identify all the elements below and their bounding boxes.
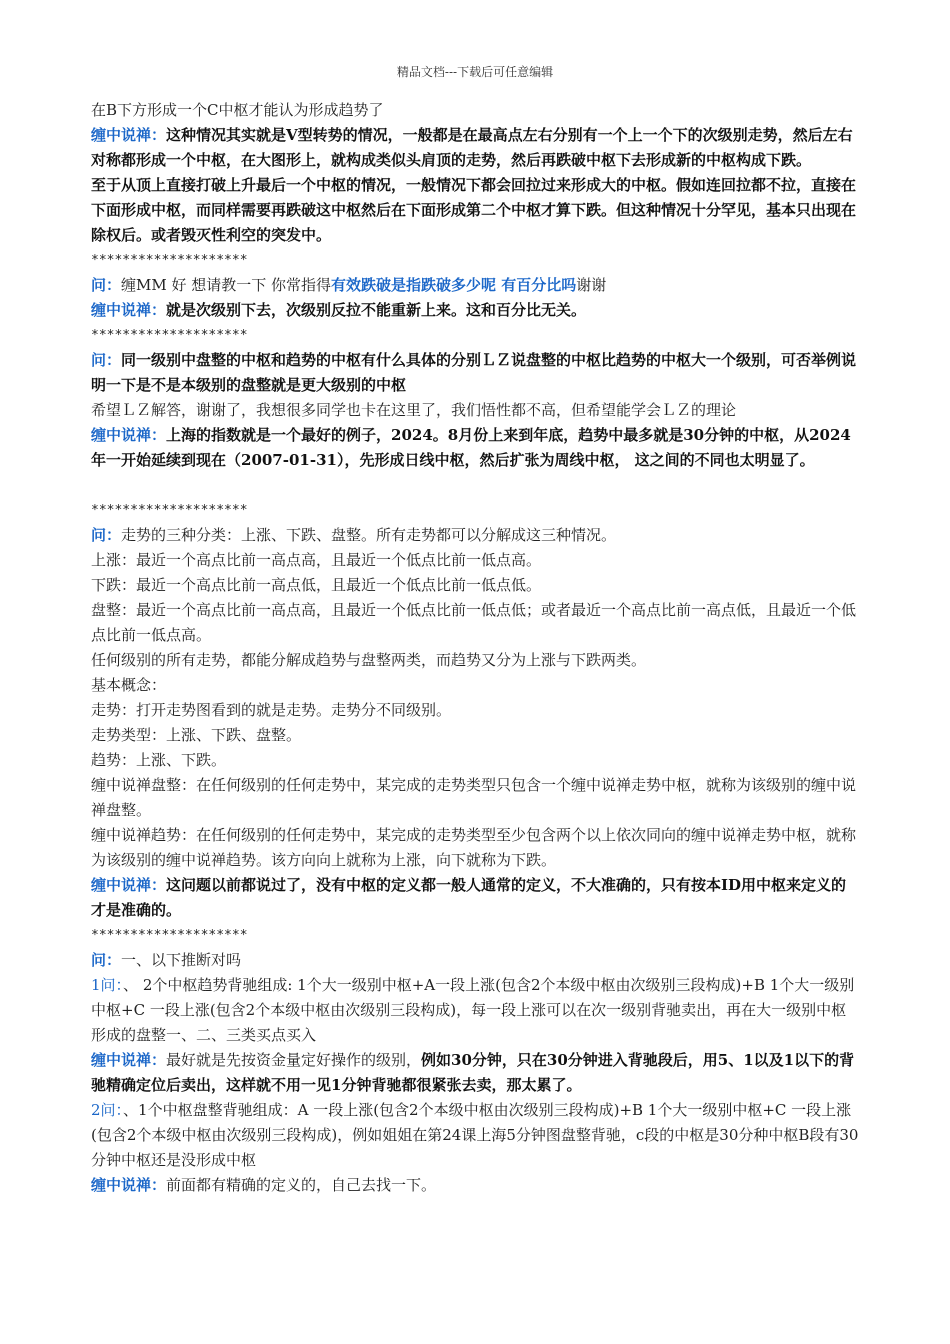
ask-label: 问：	[91, 951, 122, 969]
answer-block-2	[91, 298, 861, 323]
zen-label: 缠中说禅：	[91, 426, 167, 444]
answer-block-4	[91, 873, 861, 923]
answer-text-bold: 例如30分钟，只在30分钟进入背驰段后，用5、1以及1以下的背驰精确定位后卖出，这样就不用一见1分钟背驰都很紧张去卖，那太累了。	[91, 1051, 855, 1094]
answer-text: 这问题以前都说过了，没有中枢的定义都一般人通常的定义，不大准确的，只有按本ID用中枢来定义的才是准确的。	[91, 876, 847, 919]
answer-block-5-1	[91, 1048, 861, 1098]
page-header: 精品文档---下载后可任意编辑	[396, 65, 554, 79]
answer-block-1	[91, 123, 861, 173]
ask2-label: 2问：	[91, 1101, 124, 1119]
definition-zen-trend: 缠中说禅趋势：在任何级别的任何走势中，某完成的走势类型至少包含两个以上依次同向的缠中说禅走势中枢，就称为该级别的缠中说禅趋势。该方向向上就称为上涨，向下就称为下跌。	[91, 826, 857, 869]
definition-any: 任何级别的所有走势，都能分解成趋势与盘整两类，而趋势又分为上涨与下跌两类。	[91, 651, 647, 669]
definition-up: 上涨：最近一个高点比前一高点高，且最近一个低点比前一低点高。	[91, 551, 542, 569]
question-text: 同一级别中盘整的中枢和趋势的中枢有什么具体的分别ＬＺ说盘整的中枢比趋势的中枢大一个级别，可否举例说明一下是不是本级别的盘整就是更大级别的中枢	[91, 351, 857, 394]
definition-types: 走势类型：上涨、下跌、盘整。	[91, 726, 302, 744]
zen-label: 缠中说禅：	[91, 1051, 167, 1069]
question-block-3	[91, 348, 861, 398]
ask-label: 问：	[91, 526, 122, 544]
question-text-end: 谢谢	[576, 276, 607, 294]
answer-text: 上海的指数就是一个最好的例子，2024。8月份上来到年底，趋势中最多就是30分钟的中枢，从2024年一开始延续到现在（2007-01-31），先形成日线中枢，然后扩张为周线中枢， 这之间的不同也太明显了。	[91, 426, 851, 469]
separator: ********************	[91, 253, 248, 268]
question-5-2	[91, 1098, 861, 1173]
document-body	[91, 98, 861, 1198]
answer-block-3	[91, 423, 861, 473]
question-block-2	[91, 273, 861, 298]
zen-label: 缠中说禅：	[91, 876, 167, 894]
question-followup: 希望ＬＺ解答，谢谢了，我想很多同学也卡在这里了，我们悟性都不高，但希望能学会ＬＺ的理论	[91, 401, 737, 419]
ask1-label: 1问：	[91, 976, 124, 994]
definition-trend-move: 走势：打开走势图看到的就是走势。走势分不同级别。	[91, 701, 452, 719]
question-highlight: 有效跌破是指跌破多少呢 有百分比吗	[331, 276, 577, 294]
blank-line	[91, 473, 861, 498]
question-text: 、 2个中枢趋势背驰组成: 1个大一级别中枢+A一段上涨(包含2个本级中枢由次级别三段构成)+B 1个大一级别中枢+C 一段上涨(包含2个本级中枢由次级别三段构成)，每一段上涨可以在次一级别背驰卖出，再在大一级别中枢形成的盘整一、二、三类买点买入	[91, 976, 855, 1044]
zen-label: 缠中说禅：	[91, 126, 167, 144]
answer-block-5-2	[91, 1173, 861, 1198]
separator: ********************	[91, 328, 248, 343]
definition-range: 盘整：最近一个高点比前一高点高，且最近一个低点比前一低点低；或者最近一个高点比前一高点低，且最近一个低点比前一低点高。	[91, 601, 857, 644]
basic-concepts: 基本概念：	[91, 676, 167, 694]
ask-label: 问：	[91, 351, 122, 369]
question-text: 缠MM 好 想请教一下 你常指得	[121, 276, 332, 294]
question-5-1	[91, 973, 861, 1048]
zen-label: 缠中说禅：	[91, 1176, 167, 1194]
question-block-4	[91, 523, 861, 548]
definition-zen-range: 缠中说禅盘整：在任何级别的任何走势中，某完成的走势类型只包含一个缠中说禅走势中枢，就称为该级别的缠中说禅盘整。	[91, 776, 857, 819]
question-text: 一、以下推断对吗	[121, 951, 242, 969]
answer-continuation: 至于从顶上直接打破上升最后一个中枢的情况，一般情况下都会回拉过来形成大的中枢。假如连回拉都不拉，直接在下面形成中枢，而同样需要再跌破这中枢然后在下面形成第二个中枢才算下跌。但这种情况十分罕见，基本只出现在除权后。或者毁灭性利空的突发中。	[91, 176, 857, 244]
question-text: 、1个中枢盘整背驰组成：A 一段上涨(包含2个本级中枢由次级别三段构成)+B 1个大一级别中枢+C 一段上涨(包含2个本级中枢由次级别三段构成)，例如姐姐在第24课上海5分钟图盘整背驰，c段的中枢是30分种中枢B段有30分钟中枢还是没形成中枢	[91, 1101, 859, 1169]
separator: ********************	[91, 503, 248, 518]
separator: ********************	[91, 928, 248, 943]
answer-text-plain: 最好就是先按资金量定好操作的级别，	[166, 1051, 422, 1069]
definition-trend: 趋势：上涨、下跌。	[91, 751, 227, 769]
ask-label: 问：	[91, 276, 122, 294]
question-block-5	[91, 948, 861, 973]
question-text: 走势的三种分类：上涨、下跌、盘整。所有走势都可以分解成这三种情况。	[121, 526, 617, 544]
answer-text: 前面都有精确的定义的，自己去找一下。	[166, 1176, 437, 1194]
answer-text: 就是次级别下去，次级别反拉不能重新上来。这和百分比无关。	[166, 301, 587, 319]
paragraph-intro: 在B下方形成一个C中枢才能认为形成趋势了	[91, 101, 384, 119]
zen-label: 缠中说禅：	[91, 301, 167, 319]
answer-text: 这种情况其实就是V型转势的情况，一般都是在最高点左右分别有一个上一个下的次级别走势，然后左右对称都形成一个中枢，在大图形上，就构成类似头肩顶的走势，然后再跌破中枢下去形成新的中枢构成下跌。	[91, 126, 853, 169]
definition-down: 下跌：最近一个高点比前一高点低，且最近一个低点比前一低点低。	[91, 576, 542, 594]
